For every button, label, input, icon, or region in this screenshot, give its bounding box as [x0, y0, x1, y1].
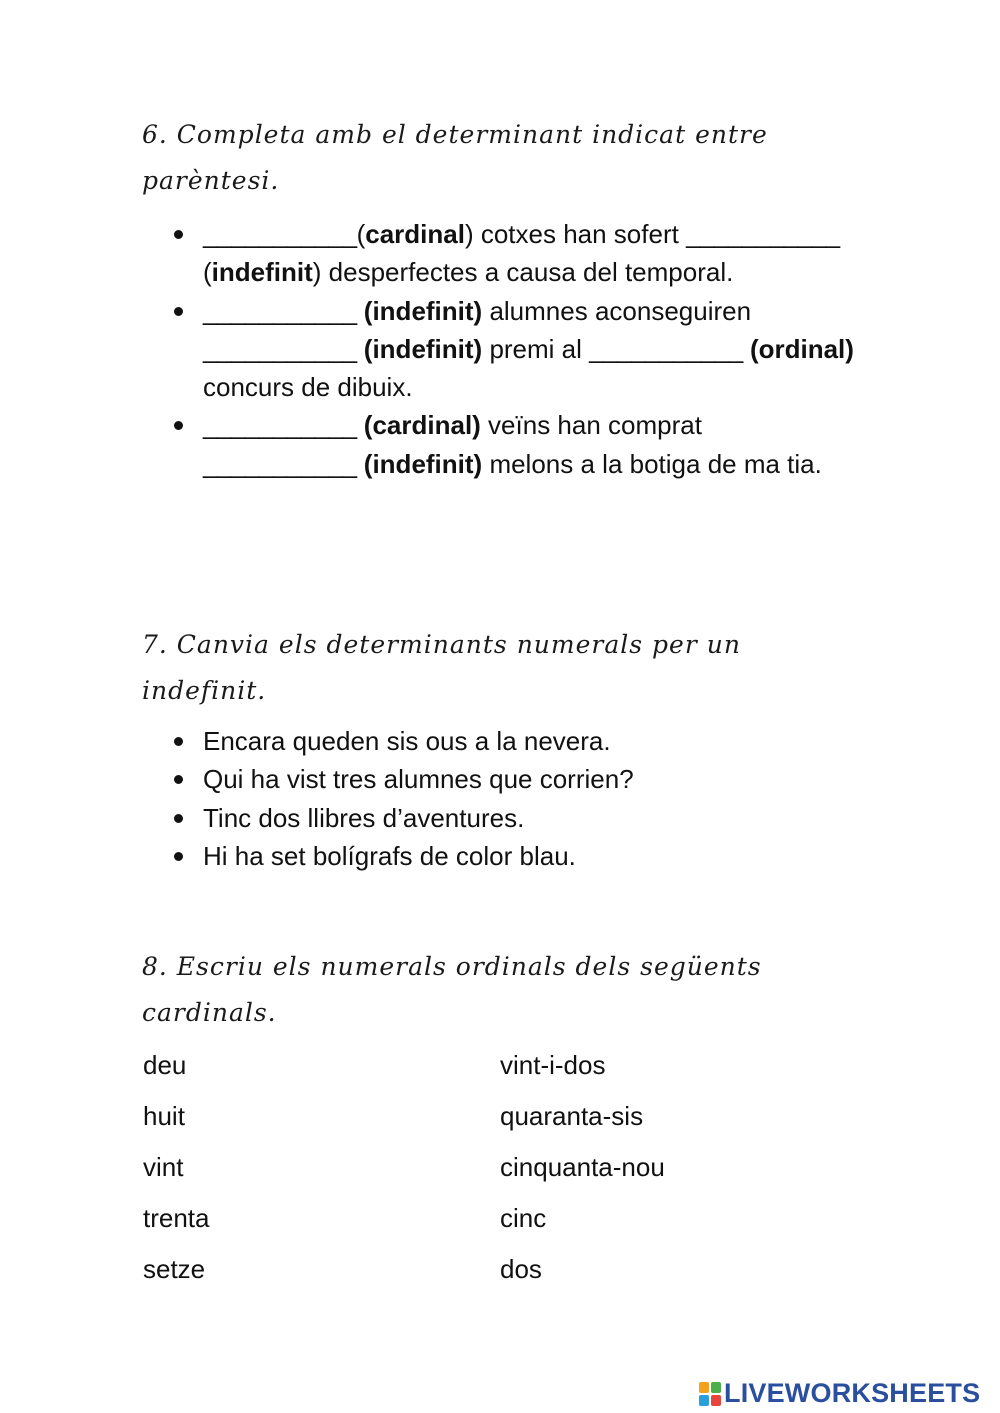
hint-keyword: (ordinal): [749, 333, 854, 364]
cardinal-word: setze: [143, 1254, 206, 1284]
cardinal-word: vint-i-dos: [500, 1050, 606, 1080]
hint-keyword: (indefinit): [363, 333, 483, 364]
exercise-8-title: 8. Escriu els numerals ordinals dels següents cardinals.: [142, 952, 762, 1027]
exercise-6-title: 6. Completa amb el determinant indicat entre parèntesi.: [142, 120, 768, 195]
answer-blank[interactable]: ___________: [203, 410, 357, 441]
hint-keyword: indefinit: [211, 257, 313, 288]
answer-blank[interactable]: ___________: [203, 448, 357, 479]
hint-keyword: (indefinit): [363, 295, 483, 326]
answer-blank[interactable]: ___________: [589, 333, 743, 364]
table-row: [143, 1040, 843, 1091]
cardinal-word: cinquanta-nou: [500, 1152, 665, 1182]
answer-blank[interactable]: ___________: [203, 295, 357, 326]
list-item: Qui ha vist tres alumnes que corrien?: [165, 760, 855, 798]
cardinal-word: quaranta-sis: [500, 1101, 644, 1131]
cardinal-word: dos: [500, 1254, 542, 1284]
table-row: [143, 1142, 843, 1193]
hint-keyword: (cardinal): [363, 410, 481, 441]
table-row: [143, 1091, 843, 1142]
list-item: Hi ha set bolígrafs de color blau.: [165, 837, 855, 875]
exercise-6-list: [165, 215, 855, 483]
list-item: Tinc dos llibres d’aventures.: [165, 799, 855, 837]
list-item: Encara queden sis ous a la nevera.: [165, 722, 855, 760]
table-row: [143, 1244, 843, 1295]
hint-keyword: cardinal: [365, 219, 465, 249]
cardinal-word: deu: [143, 1050, 187, 1080]
cardinal-word: huit: [143, 1101, 185, 1131]
cardinals-table: [143, 1040, 843, 1295]
answer-blank[interactable]: ___________: [203, 333, 357, 364]
cardinal-word: cinc: [500, 1203, 547, 1233]
list-item: ___________(cardinal) cotxes han sofert ___________ (indefinit) desperfectes a causa del temporal.: [165, 215, 855, 292]
table-row: [143, 1193, 843, 1244]
liveworksheets-brand[interactable]: [698, 1378, 980, 1409]
hint-keyword: (indefinit): [363, 448, 483, 479]
exercise-7-title: 7. Canvia els determinants numerals per un indefinit.: [142, 630, 741, 705]
liveworksheets-logo-icon: [698, 1381, 722, 1407]
exercise-7-list: [165, 722, 855, 875]
cardinal-word: trenta: [143, 1203, 210, 1233]
list-item: ___________ (cardinal) veïns han comprat ___________ (indefinit) melons a la botiga de ma tia.: [165, 406, 855, 483]
answer-blank[interactable]: ___________: [203, 219, 357, 249]
answer-blank[interactable]: ___________: [686, 219, 840, 249]
brand-text: LIVEWORKSHEETS: [724, 1378, 981, 1408]
cardinal-word: vint: [143, 1152, 184, 1182]
list-item: ___________ (indefinit) alumnes aconseguiren ___________ (indefinit) premi al ___________ (ordinal) concurs de dibuix.: [165, 292, 855, 407]
